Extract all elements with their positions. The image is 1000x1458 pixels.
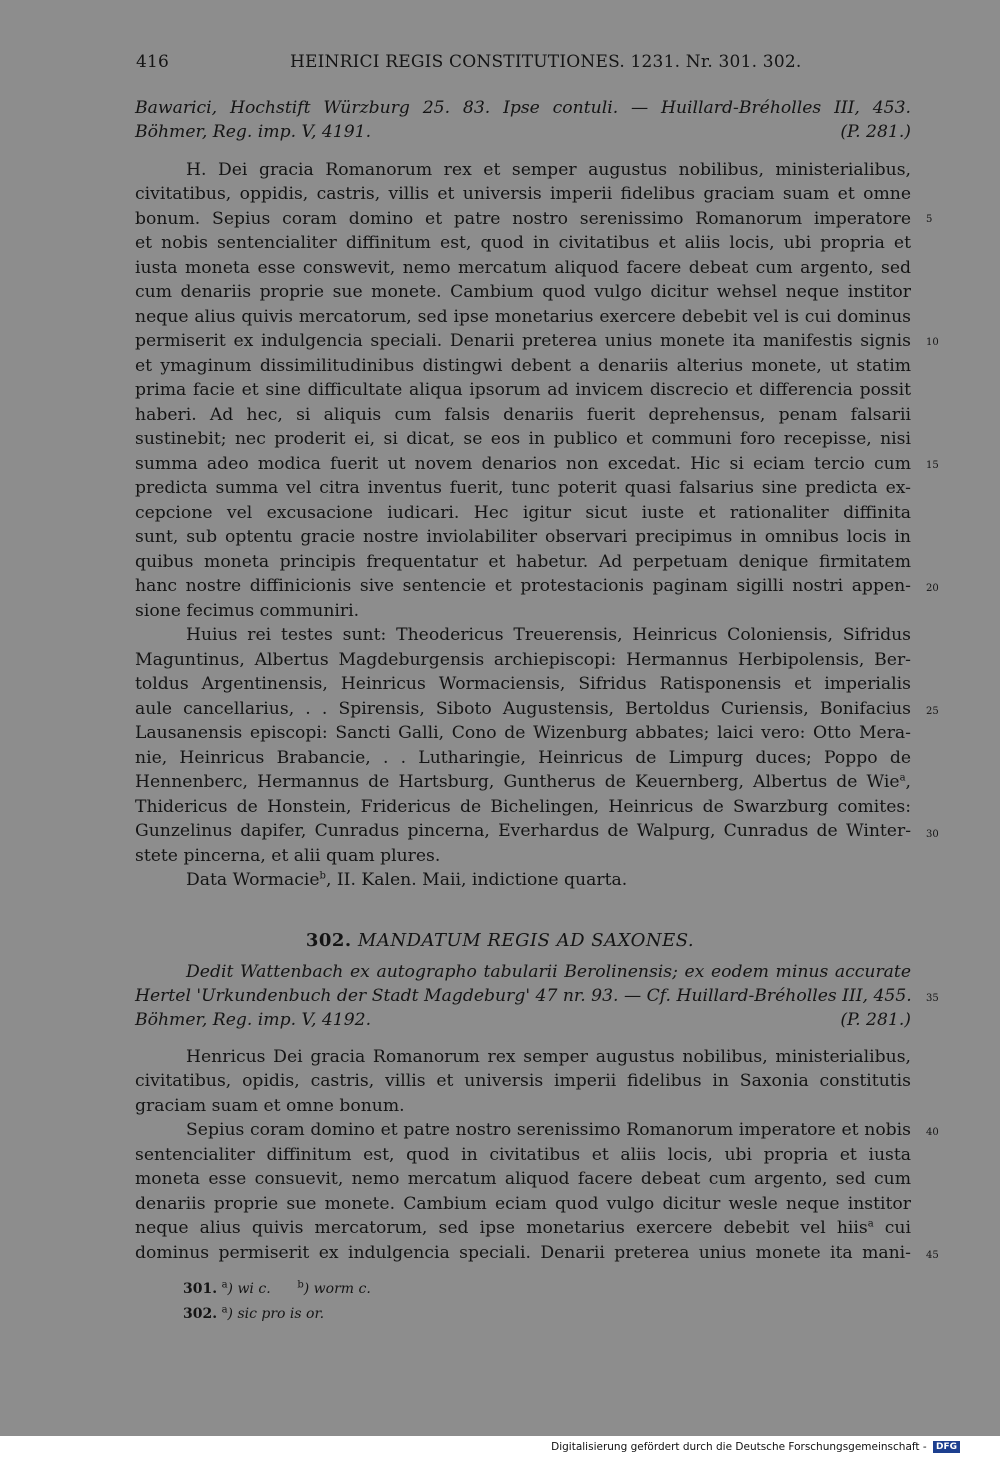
source-line-text: Böhmer, Reg. imp. V, 4191. (135, 122, 372, 142)
text-line: sentencialiter diffinitum est, quod in civitatibus et aliis locis, ubi propria et iusta (135, 1145, 911, 1165)
dating-line (186, 868, 911, 892)
text-line: Thidericus de Honstein, Fridericus de Bichelingen, Heinricus de Swarzburg comites: (135, 797, 911, 817)
text-line-part: , II. Kalen. Maii, indictione quarta. (325, 870, 628, 890)
source-ref: (P. 281.) (840, 122, 911, 142)
text-line: sione fecimus communiri. (135, 601, 360, 621)
source-line (135, 120, 911, 144)
document-heading (0, 930, 1000, 951)
text-line-part: Hennenberc, Hermannus de Hartsburg, Guntherus de Keuernberg, Albertus de Wie (135, 772, 900, 792)
text-line: summa adeo modica fuerit ut novem denarios non excedat. Hic si eciam tercio cum (135, 454, 911, 474)
footnote-marker: a (899, 772, 906, 784)
margin-line-number: 40 (926, 1127, 939, 1138)
footnote-marker: b (297, 1279, 304, 1291)
digitization-credit (551, 1441, 960, 1453)
text-line: Sepius coram domino et patre nostro serenissimo Romanorum imperatore et nobis (186, 1120, 911, 1140)
footnote-text: ) worm c. (303, 1281, 371, 1297)
running-title: HEINRICI REGIS CONSTITUTIONES. 1231. Nr. 301. 302. (290, 52, 802, 72)
footnote-marker: a (867, 1218, 874, 1230)
text-line: et nobis sentencialiter diffinitum est, quod in civitatibus et aliis locis, ubi propria et (135, 233, 911, 253)
text-line: toldus Argentinensis, Heinricus Wormaciensis, Sifridus Ratisponensis et imperialis (135, 674, 911, 694)
footnote-number: 301. (183, 1281, 218, 1297)
text-line: Huius rei testes sunt: Theodericus Treuerensis, Heinricus Coloniensis, Sifridus (186, 625, 911, 645)
text-line: cepcione vel excusacione iudicari. Hec igitur sicut iuste et rationaliter diffinita (135, 503, 911, 523)
text-line: permiserit ex indulgencia speciali. Denarii preterea unius monete ita manifestis signis (135, 331, 911, 351)
text-line: cum denariis proprie sue monete. Cambium quod vulgo dicitur wehsel neque institor (135, 282, 911, 302)
text-line: aule cancellarius, . . Spirensis, Siboto Augustensis, Bertoldus Curiensis, Bonifacius (135, 699, 911, 719)
source-line (135, 1008, 911, 1032)
text-line: moneta esse consuevit, nemo mercatum aliquod facere debeat cum argento, sed cum (135, 1169, 911, 1189)
source-ref: (P. 281.) (840, 1010, 911, 1030)
text-line-part: cui (873, 1218, 912, 1238)
margin-line-number: 45 (926, 1250, 939, 1261)
text-line: Henricus Dei gracia Romanorum rex semper augustus nobilibus, ministerialibus, (186, 1047, 911, 1067)
text-line: civitatibus, oppidis, castris, villis et universis imperii fidelibus graciam suam et omne (135, 184, 911, 204)
footnote-number: 302. (183, 1306, 218, 1322)
heading-number: 302. (305, 930, 352, 951)
source-line: Dedit Wattenbach ex autographo tabularii Berolinensis; ex eodem minus accurate (186, 962, 911, 982)
footnote-text: ) wi c. (227, 1281, 271, 1297)
text-line: denariis proprie sue monete. Cambium eciam quod vulgo dicitur wesle neque institor (135, 1194, 911, 1214)
page-number: 416 (136, 52, 170, 72)
text-line: graciam suam et omne bonum. (135, 1096, 405, 1116)
margin-line-number: 20 (926, 583, 939, 594)
footnote (183, 1279, 371, 1299)
text-line-part: Data Wormacie (186, 870, 320, 890)
text-line: sustinebit; nec proderit ei, si dicat, se eos in publico et communi foro recepisse, nisi (135, 429, 911, 449)
text-line: neque alius quivis mercatorum, sed ipse monetarius exercere debebit vel is cui dominus (135, 307, 911, 327)
text-line: civitatibus, opidis, castris, villis et universis imperii fidelibus in Saxonia constitutis (135, 1071, 911, 1091)
text-line (135, 1216, 911, 1240)
text-line: stete pincerna, et alii quam plures. (135, 846, 441, 866)
dfg-logo: DFG (933, 1441, 960, 1453)
margin-line-number: 35 (926, 993, 939, 1004)
footnote-marker: b (319, 870, 326, 882)
text-line: hanc nostre diffinicionis sive sentencie et protestacionis paginam sigilli nostri appen- (135, 576, 911, 596)
text-line: Lausanensis episcopi: Sancti Galli, Cono de Wizenburg abbates; laici vero: Otto Mera- (135, 723, 911, 743)
margin-line-number: 30 (926, 829, 939, 840)
text-line: et ymaginum dissimilitudinibus distingwi debent a denariis alterius monete, ut statim (135, 356, 911, 376)
margin-line-number: 25 (926, 706, 939, 717)
text-line: Gunzelinus dapifer, Cunradus pincerna, Everhardus de Walpurg, Cunradus de Winter- (135, 821, 911, 841)
text-line: sunt, sub optentu gracie nostre inviolabiliter observari precipimus in omnibus locis in (135, 527, 911, 547)
text-line: iusta moneta esse conswevit, nemo mercatum aliquod facere debeat cum argento, sed (135, 258, 911, 278)
footnote-marker: a (221, 1279, 228, 1291)
margin-line-number: 15 (926, 460, 939, 471)
footnote-text: ) sic pro is or. (227, 1306, 325, 1322)
source-line: Hertel 'Urkundenbuch der Stadt Magdeburg' 47 nr. 93. — Cf. Huillard-Bréholles III, 455. (135, 986, 912, 1006)
footnote-marker: a (221, 1304, 228, 1316)
text-line: Maguntinus, Albertus Magdeburgensis archiepiscopi: Hermannus Herbipolensis, Ber- (135, 650, 911, 670)
source-line: Bawarici, Hochstift Würzburg 25. 83. Ipse contuli. — Huillard-Bréholles III, 453. (135, 98, 911, 118)
margin-line-number: 10 (926, 337, 939, 348)
text-line: quibus moneta principis frequentatur et habetur. Ad perpetuam denique firmitatem (135, 552, 911, 572)
text-line: dominus permiserit ex indulgencia speciali. Denarii preterea unius monete ita mani- (135, 1243, 911, 1263)
text-line: Hennenberc, Hermannus de Hartsburg, Guntherus de Keuernberg, Albertus de Wie$^a$, (135, 772, 911, 792)
text-line: H. Dei gracia Romanorum rex et semper augustus nobilibus, ministerialibus, (186, 160, 911, 180)
credit-text: Digitalisierung gefördert durch die Deutsche Forschungsgemeinschaft - (551, 1441, 927, 1453)
text-line: bonum. Sepius coram domino et patre nostro serenissimo Romanorum imperatore (135, 209, 911, 229)
text-line: haberi. Ad hec, si aliquis cum falsis denariis fuerit deprehensus, penam falsarii (135, 405, 911, 425)
text-line: prima facie et sine difficultate aliqua ipsorum ad invicem discrecio et differencia possit (135, 380, 911, 400)
text-line: predicta summa vel citra inventus fuerit, tunc poterit quasi falsarius sine predicta ex- (135, 478, 911, 498)
text-line-part: neque alius quivis mercatorum, sed ipse monetarius exercere debebit vel hiis (135, 1218, 868, 1238)
footnote (183, 1304, 324, 1324)
margin-line-number: 5 (926, 214, 933, 225)
source-line-text: Böhmer, Reg. imp. V, 4192. (135, 1010, 372, 1030)
text-line: nie, Heinricus Brabancie, . . Lutharingie, Heinricus de Limpurg duces; Poppo de (135, 748, 911, 768)
heading-title: MANDATUM REGIS AD SAXONES. (357, 930, 695, 951)
